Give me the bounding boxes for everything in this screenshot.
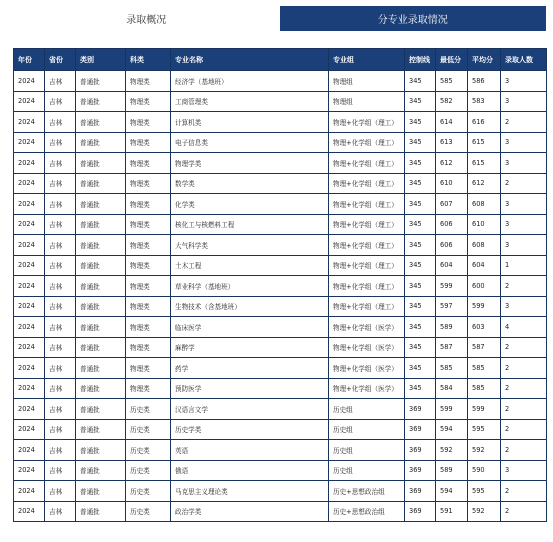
cell-year: 2024 <box>14 153 45 174</box>
cell-min-score: 599 <box>436 276 468 297</box>
cell-admitted-count: 4 <box>501 317 547 338</box>
table-row <box>14 153 547 174</box>
cell-province: 吉林 <box>45 194 76 215</box>
cell-major-group: 物理+化学组（医学） <box>329 358 405 379</box>
cell-major-name: 汉语言文学 <box>171 399 329 420</box>
cell-major-name: 化学类 <box>171 194 329 215</box>
cell-province: 吉林 <box>45 214 76 235</box>
cell-province: 吉林 <box>45 71 76 92</box>
cell-control-line: 345 <box>405 296 436 317</box>
cell-admitted-count: 3 <box>501 71 547 92</box>
cell-min-score: 592 <box>436 440 468 461</box>
cell-admitted-count: 2 <box>501 112 547 133</box>
cell-avg-score: 592 <box>468 440 501 461</box>
cell-min-score: 599 <box>436 399 468 420</box>
cell-province: 吉林 <box>45 399 76 420</box>
cell-category: 普通批 <box>76 214 126 235</box>
cell-category: 普通批 <box>76 296 126 317</box>
table-row <box>14 460 547 481</box>
cell-major-name: 电子信息类 <box>171 132 329 153</box>
cell-avg-score: 608 <box>468 194 501 215</box>
tab-admission-by-major[interactable] <box>280 6 547 31</box>
cell-subject-type: 物理类 <box>126 276 171 297</box>
cell-control-line: 345 <box>405 276 436 297</box>
cell-major-group: 物理+化学组（理工） <box>329 214 405 235</box>
table-row <box>14 112 547 133</box>
cell-major-group: 物理组 <box>329 91 405 112</box>
cell-major-group: 历史+思想政治组 <box>329 481 405 502</box>
cell-min-score: 606 <box>436 214 468 235</box>
column-header-major-group: 专业组 <box>329 49 405 71</box>
cell-control-line: 345 <box>405 132 436 153</box>
cell-control-line: 345 <box>405 235 436 256</box>
cell-major-group: 历史组 <box>329 399 405 420</box>
table-row <box>14 378 547 399</box>
cell-province: 吉林 <box>45 481 76 502</box>
cell-year: 2024 <box>14 71 45 92</box>
cell-control-line: 369 <box>405 501 436 522</box>
cell-control-line: 345 <box>405 91 436 112</box>
cell-major-name: 英语 <box>171 440 329 461</box>
cell-subject-type: 历史类 <box>126 501 171 522</box>
tab-admission-overview[interactable] <box>13 6 280 31</box>
cell-subject-type: 物理类 <box>126 173 171 194</box>
cell-major-group: 历史组 <box>329 460 405 481</box>
cell-major-name: 预防医学 <box>171 378 329 399</box>
cell-major-group: 物理+化学组（医学） <box>329 378 405 399</box>
column-header-major-name: 专业名称 <box>171 49 329 71</box>
cell-subject-type: 物理类 <box>126 112 171 133</box>
cell-major-group: 历史组 <box>329 440 405 461</box>
table-row <box>14 317 547 338</box>
cell-admitted-count: 3 <box>501 91 547 112</box>
cell-year: 2024 <box>14 481 45 502</box>
cell-major-name: 麻醉学 <box>171 337 329 358</box>
cell-province: 吉林 <box>45 235 76 256</box>
cell-control-line: 345 <box>405 173 436 194</box>
cell-category: 普通批 <box>76 153 126 174</box>
cell-province: 吉林 <box>45 317 76 338</box>
cell-year: 2024 <box>14 276 45 297</box>
cell-major-name: 经济学（基地班） <box>171 71 329 92</box>
cell-subject-type: 物理类 <box>126 91 171 112</box>
cell-avg-score: 616 <box>468 112 501 133</box>
table-row <box>14 296 547 317</box>
cell-category: 普通批 <box>76 276 126 297</box>
cell-subject-type: 物理类 <box>126 153 171 174</box>
cell-min-score: 612 <box>436 153 468 174</box>
cell-control-line: 345 <box>405 194 436 215</box>
cell-province: 吉林 <box>45 460 76 481</box>
cell-province: 吉林 <box>45 132 76 153</box>
cell-year: 2024 <box>14 501 45 522</box>
cell-admitted-count: 3 <box>501 296 547 317</box>
cell-subject-type: 物理类 <box>126 132 171 153</box>
cell-admitted-count: 2 <box>501 399 547 420</box>
tab-label: 分专业录取情况 <box>377 15 448 26</box>
column-header-admitted-count: 录取人数 <box>501 49 547 71</box>
cell-subject-type: 物理类 <box>126 255 171 276</box>
cell-min-score: 584 <box>436 378 468 399</box>
cell-avg-score: 595 <box>468 419 501 440</box>
table-row <box>14 132 547 153</box>
cell-avg-score: 599 <box>468 296 501 317</box>
cell-subject-type: 历史类 <box>126 419 171 440</box>
cell-category: 普通批 <box>76 419 126 440</box>
cell-subject-type: 物理类 <box>126 194 171 215</box>
cell-subject-type: 物理类 <box>126 235 171 256</box>
cell-min-score: 607 <box>436 194 468 215</box>
cell-province: 吉林 <box>45 255 76 276</box>
cell-category: 普通批 <box>76 358 126 379</box>
cell-major-name: 政治学类 <box>171 501 329 522</box>
cell-subject-type: 物理类 <box>126 358 171 379</box>
table-row <box>14 214 547 235</box>
cell-control-line: 369 <box>405 399 436 420</box>
cell-admitted-count: 2 <box>501 337 547 358</box>
cell-admitted-count: 3 <box>501 153 547 174</box>
cell-province: 吉林 <box>45 112 76 133</box>
cell-category: 普通批 <box>76 194 126 215</box>
cell-major-group: 物理+化学组（医学） <box>329 317 405 338</box>
cell-admitted-count: 3 <box>501 132 547 153</box>
cell-control-line: 345 <box>405 112 436 133</box>
cell-major-name: 大气科学类 <box>171 235 329 256</box>
cell-control-line: 345 <box>405 71 436 92</box>
cell-major-group: 物理+化学组（理工） <box>329 255 405 276</box>
cell-avg-score: 585 <box>468 378 501 399</box>
cell-major-name: 计算机类 <box>171 112 329 133</box>
cell-major-name: 土木工程 <box>171 255 329 276</box>
table-header-row <box>14 49 547 71</box>
cell-admitted-count: 3 <box>501 194 547 215</box>
cell-major-name: 历史学类 <box>171 419 329 440</box>
cell-year: 2024 <box>14 214 45 235</box>
cell-major-name: 药学 <box>171 358 329 379</box>
cell-control-line: 345 <box>405 214 436 235</box>
cell-major-group: 物理+化学组（理工） <box>329 296 405 317</box>
cell-avg-score: 590 <box>468 460 501 481</box>
cell-year: 2024 <box>14 112 45 133</box>
cell-year: 2024 <box>14 296 45 317</box>
cell-admitted-count: 2 <box>501 173 547 194</box>
cell-category: 普通批 <box>76 235 126 256</box>
cell-admitted-count: 3 <box>501 235 547 256</box>
table-row <box>14 399 547 420</box>
cell-category: 普通批 <box>76 399 126 420</box>
cell-year: 2024 <box>14 460 45 481</box>
cell-control-line: 369 <box>405 460 436 481</box>
cell-major-name: 核化工与核燃料工程 <box>171 214 329 235</box>
cell-control-line: 345 <box>405 337 436 358</box>
cell-avg-score: 587 <box>468 337 501 358</box>
cell-subject-type: 历史类 <box>126 460 171 481</box>
table-row <box>14 71 547 92</box>
cell-subject-type: 物理类 <box>126 378 171 399</box>
cell-category: 普通批 <box>76 481 126 502</box>
cell-province: 吉林 <box>45 153 76 174</box>
cell-admitted-count: 2 <box>501 378 547 399</box>
cell-major-name: 数学类 <box>171 173 329 194</box>
cell-province: 吉林 <box>45 378 76 399</box>
cell-major-name: 物理学类 <box>171 153 329 174</box>
cell-avg-score: 608 <box>468 235 501 256</box>
cell-major-group: 物理+化学组（医学） <box>329 337 405 358</box>
cell-category: 普通批 <box>76 255 126 276</box>
cell-major-group: 物理+化学组（理工） <box>329 112 405 133</box>
cell-category: 普通批 <box>76 337 126 358</box>
cell-min-score: 589 <box>436 317 468 338</box>
cell-subject-type: 物理类 <box>126 337 171 358</box>
cell-province: 吉林 <box>45 173 76 194</box>
table-row <box>14 481 547 502</box>
cell-min-score: 594 <box>436 481 468 502</box>
table-row <box>14 91 547 112</box>
cell-avg-score: 586 <box>468 71 501 92</box>
cell-province: 吉林 <box>45 296 76 317</box>
column-header-subject-type: 科类 <box>126 49 171 71</box>
cell-year: 2024 <box>14 378 45 399</box>
cell-major-name: 工商管理类 <box>171 91 329 112</box>
cell-control-line: 369 <box>405 419 436 440</box>
table-row <box>14 337 547 358</box>
cell-province: 吉林 <box>45 358 76 379</box>
cell-year: 2024 <box>14 440 45 461</box>
cell-avg-score: 600 <box>468 276 501 297</box>
cell-category: 普通批 <box>76 460 126 481</box>
cell-category: 普通批 <box>76 173 126 194</box>
tab-label: 录取概况 <box>126 15 167 26</box>
cell-min-score: 610 <box>436 173 468 194</box>
cell-admitted-count: 2 <box>501 419 547 440</box>
cell-min-score: 614 <box>436 112 468 133</box>
cell-control-line: 345 <box>405 153 436 174</box>
cell-avg-score: 612 <box>468 173 501 194</box>
cell-avg-score: 610 <box>468 214 501 235</box>
cell-province: 吉林 <box>45 276 76 297</box>
admission-table-container <box>13 48 546 522</box>
cell-control-line: 345 <box>405 255 436 276</box>
cell-subject-type: 历史类 <box>126 440 171 461</box>
cell-major-group: 物理+化学组（理工） <box>329 276 405 297</box>
cell-major-group: 物理+化学组（理工） <box>329 132 405 153</box>
cell-category: 普通批 <box>76 440 126 461</box>
cell-subject-type: 物理类 <box>126 296 171 317</box>
cell-avg-score: 595 <box>468 481 501 502</box>
cell-control-line: 369 <box>405 440 436 461</box>
cell-min-score: 582 <box>436 91 468 112</box>
cell-subject-type: 物理类 <box>126 317 171 338</box>
table-row <box>14 440 547 461</box>
column-header-province: 省份 <box>45 49 76 71</box>
cell-major-name: 马克思主义理论类 <box>171 481 329 502</box>
column-header-year: 年份 <box>14 49 45 71</box>
cell-admitted-count: 2 <box>501 481 547 502</box>
cell-subject-type: 历史类 <box>126 399 171 420</box>
cell-major-group: 物理+化学组（理工） <box>329 235 405 256</box>
cell-admitted-count: 1 <box>501 255 547 276</box>
tab-bar <box>13 6 546 31</box>
cell-avg-score: 615 <box>468 153 501 174</box>
column-header-min-score: 最低分 <box>436 49 468 71</box>
cell-subject-type: 物理类 <box>126 214 171 235</box>
table-row <box>14 255 547 276</box>
cell-avg-score: 604 <box>468 255 501 276</box>
table-row <box>14 358 547 379</box>
cell-min-score: 606 <box>436 235 468 256</box>
cell-category: 普通批 <box>76 71 126 92</box>
table-row <box>14 194 547 215</box>
cell-major-group: 物理+化学组（理工） <box>329 153 405 174</box>
cell-province: 吉林 <box>45 501 76 522</box>
cell-year: 2024 <box>14 194 45 215</box>
cell-province: 吉林 <box>45 91 76 112</box>
table-row <box>14 235 547 256</box>
cell-major-name: 临床医学 <box>171 317 329 338</box>
cell-control-line: 345 <box>405 358 436 379</box>
cell-major-group: 物理+化学组（理工） <box>329 173 405 194</box>
cell-subject-type: 历史类 <box>126 481 171 502</box>
cell-major-group: 物理+化学组（理工） <box>329 194 405 215</box>
cell-avg-score: 599 <box>468 399 501 420</box>
admission-table <box>13 48 547 522</box>
column-header-category: 类别 <box>76 49 126 71</box>
table-body <box>14 71 547 522</box>
cell-avg-score: 603 <box>468 317 501 338</box>
column-header-avg-score: 平均分 <box>468 49 501 71</box>
cell-province: 吉林 <box>45 419 76 440</box>
cell-major-group: 历史+思想政治组 <box>329 501 405 522</box>
cell-control-line: 345 <box>405 317 436 338</box>
cell-year: 2024 <box>14 337 45 358</box>
cell-min-score: 594 <box>436 419 468 440</box>
cell-control-line: 369 <box>405 481 436 502</box>
cell-min-score: 587 <box>436 337 468 358</box>
cell-admitted-count: 3 <box>501 460 547 481</box>
table-row <box>14 276 547 297</box>
table-row <box>14 173 547 194</box>
cell-min-score: 597 <box>436 296 468 317</box>
cell-avg-score: 615 <box>468 132 501 153</box>
cell-year: 2024 <box>14 419 45 440</box>
cell-category: 普通批 <box>76 132 126 153</box>
cell-category: 普通批 <box>76 501 126 522</box>
cell-avg-score: 583 <box>468 91 501 112</box>
cell-min-score: 585 <box>436 71 468 92</box>
cell-admitted-count: 2 <box>501 501 547 522</box>
cell-subject-type: 物理类 <box>126 71 171 92</box>
cell-major-name: 俄语 <box>171 460 329 481</box>
cell-category: 普通批 <box>76 112 126 133</box>
cell-min-score: 585 <box>436 358 468 379</box>
cell-year: 2024 <box>14 91 45 112</box>
cell-year: 2024 <box>14 255 45 276</box>
cell-admitted-count: 2 <box>501 440 547 461</box>
cell-major-group: 物理组 <box>329 71 405 92</box>
cell-admitted-count: 3 <box>501 214 547 235</box>
cell-admitted-count: 2 <box>501 276 547 297</box>
table-row <box>14 419 547 440</box>
cell-avg-score: 585 <box>468 358 501 379</box>
cell-year: 2024 <box>14 358 45 379</box>
cell-category: 普通批 <box>76 378 126 399</box>
cell-min-score: 613 <box>436 132 468 153</box>
cell-min-score: 591 <box>436 501 468 522</box>
cell-year: 2024 <box>14 317 45 338</box>
cell-province: 吉林 <box>45 440 76 461</box>
column-header-control-line: 控制线 <box>405 49 436 71</box>
cell-min-score: 589 <box>436 460 468 481</box>
cell-province: 吉林 <box>45 337 76 358</box>
cell-min-score: 604 <box>436 255 468 276</box>
cell-year: 2024 <box>14 399 45 420</box>
cell-avg-score: 592 <box>468 501 501 522</box>
cell-major-group: 历史组 <box>329 419 405 440</box>
cell-category: 普通批 <box>76 91 126 112</box>
table-row <box>14 501 547 522</box>
cell-major-name: 草业科学（基地班） <box>171 276 329 297</box>
cell-year: 2024 <box>14 132 45 153</box>
cell-control-line: 345 <box>405 378 436 399</box>
cell-year: 2024 <box>14 235 45 256</box>
cell-admitted-count: 2 <box>501 358 547 379</box>
cell-major-name: 生物技术（含基地班） <box>171 296 329 317</box>
cell-year: 2024 <box>14 173 45 194</box>
cell-category: 普通批 <box>76 317 126 338</box>
